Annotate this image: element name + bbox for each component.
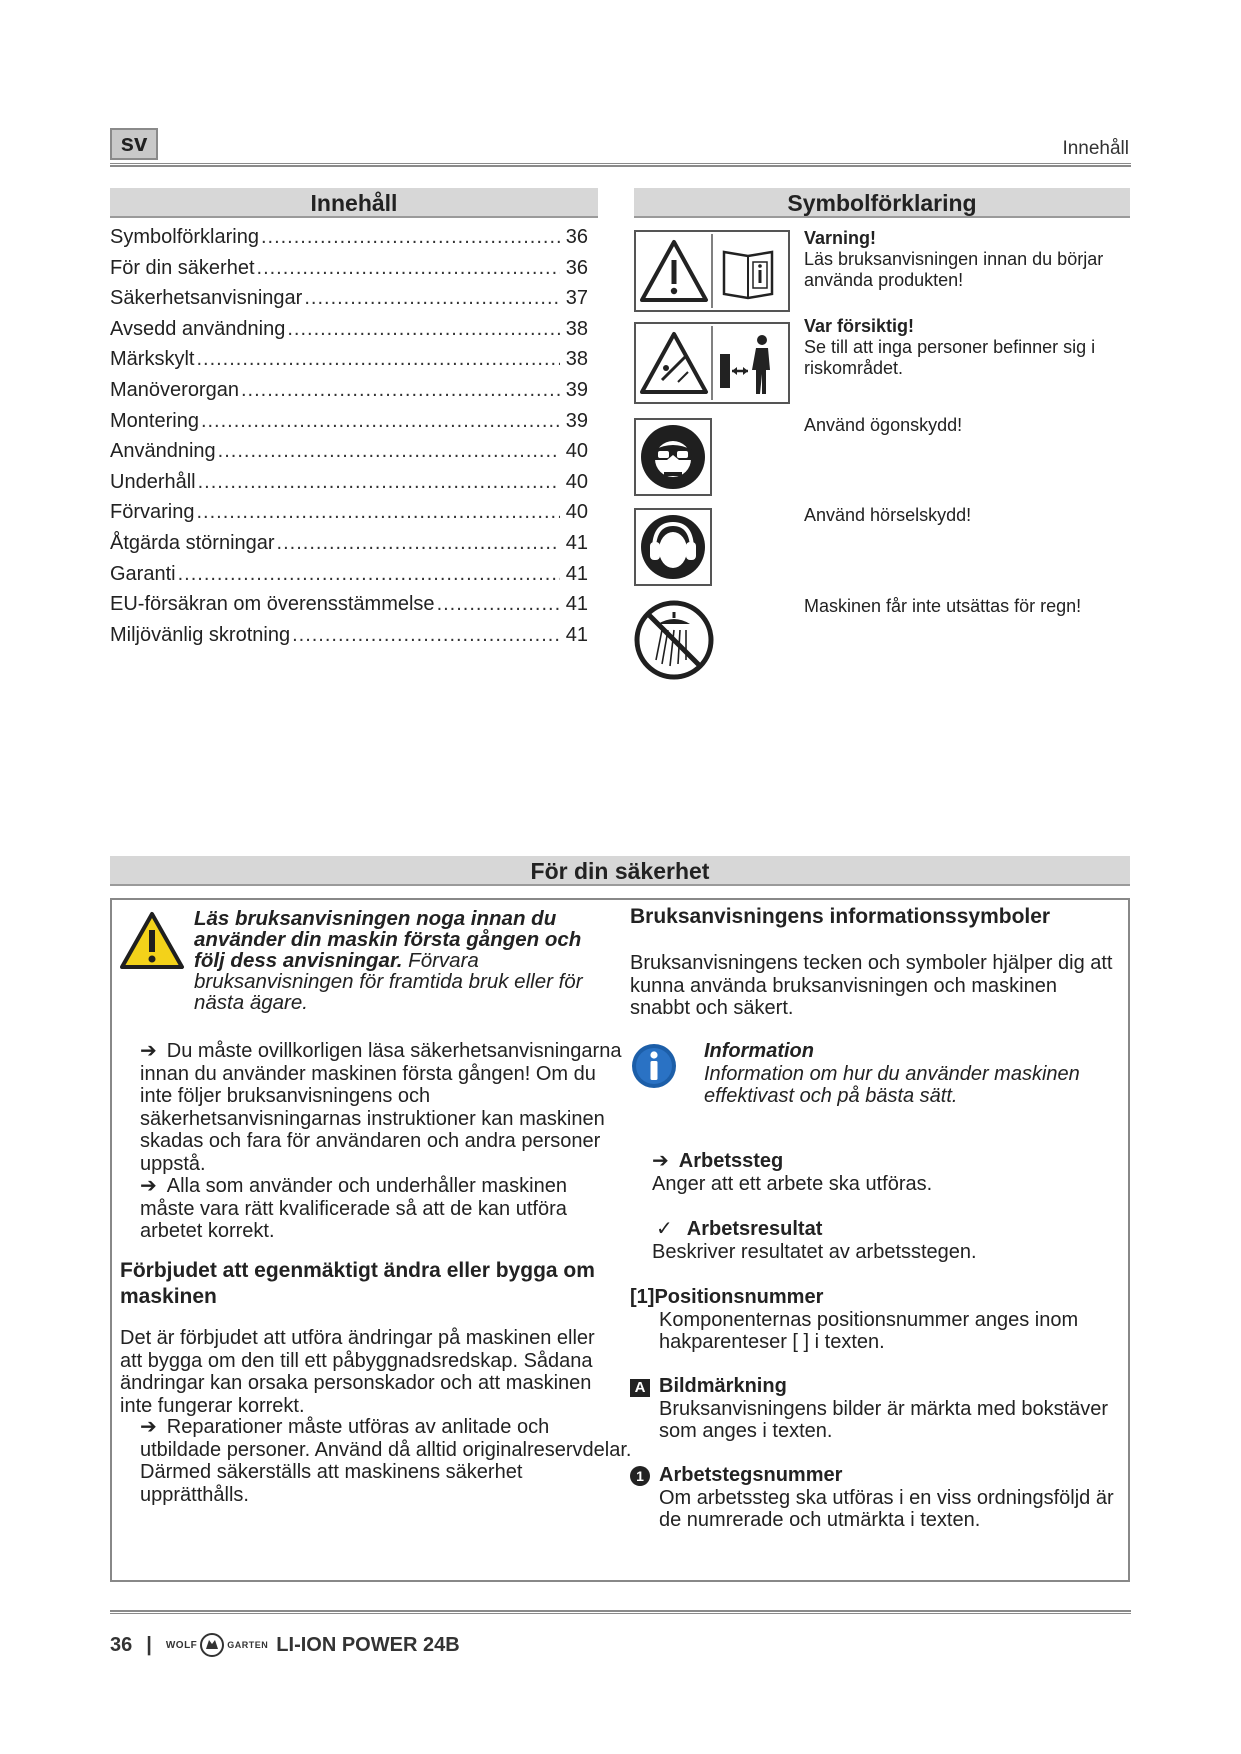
arrow-icon: ➔ <box>140 1040 157 1062</box>
toc-entry-page: 40 <box>565 440 588 463</box>
toc-entry-page: 41 <box>565 593 588 616</box>
bild-block <box>630 1375 1124 1443</box>
position-title: Positionsnummer <box>654 1286 824 1308</box>
header-divider <box>110 163 1131 167</box>
forbidden-text: Det är förbjudet att utföra ändringar på maskinen eller att bygga om den till ett påbyggnadsredskap. Sådana ändringar kan orsaka personskador och att maskinen inte fungerar korrekt. <box>120 1327 595 1417</box>
bild-title: Bildmärkning <box>659 1375 787 1397</box>
toc-leader <box>196 348 560 371</box>
toc-entry-page: 40 <box>565 501 588 524</box>
table-of-contents <box>110 226 588 654</box>
symbols-heading: Symbolförklaring <box>634 188 1130 218</box>
toc-entry-label: Märkskylt <box>110 348 195 371</box>
toc-entry[interactable] <box>110 379 588 410</box>
toc-entry-page: 40 <box>565 470 588 493</box>
toc-leader <box>178 563 560 586</box>
toc-entry-label: Avsedd användning <box>110 317 286 340</box>
safety-warning-bold: Läs bruksanvisningen noga innan du använder din maskin första gången och följ dess anvisningar. <box>194 907 582 972</box>
toc-entry-label: Underhåll <box>110 470 196 493</box>
toc-entry[interactable] <box>110 532 588 563</box>
toc-entry[interactable] <box>110 348 588 379</box>
arrow-icon: ➔ <box>652 1150 669 1172</box>
wolf-logo-icon <box>199 1632 225 1658</box>
arrow-icon: ➔ <box>140 1416 157 1438</box>
symbol-rain-text: Maskinen får inte utsättas för regn! <box>804 596 1082 616</box>
safety-paragraph-1-text: Du måste ovillkorligen läsa säkerhetsanvisningarna innan du använder maskinen första gången! Om du inte följer bruksanvisningens och säkerhetsanvisningarnas instruktioner kan maskinen skadas och fara för användaren och andra personer uppstå. <box>140 1040 622 1175</box>
toc-entry-page: 39 <box>565 378 588 401</box>
toc-leader <box>277 532 560 555</box>
information-block <box>704 1040 1124 1108</box>
toc-entry[interactable] <box>110 563 588 594</box>
symbol-ear-text: Använd hörselskydd! <box>804 505 972 525</box>
toc-leader <box>257 257 560 280</box>
toc-entry-label: Säkerhetsanvisningar <box>110 287 303 310</box>
ear-protection-icon <box>634 508 712 586</box>
forbidden-heading: Förbjudet att egenmäktigt ändra eller bygga om maskinen <box>120 1259 595 1308</box>
information-text: Information om hur du använder maskinen effektivast och på bästa sätt. <box>704 1062 1080 1107</box>
toc-leader <box>198 471 560 494</box>
eye-protection-icon <box>634 418 712 496</box>
language-badge: sv <box>110 128 158 160</box>
safety-paragraph-1 <box>140 1040 624 1175</box>
toc-heading: Innehåll <box>110 188 598 218</box>
safety-paragraph-2 <box>140 1175 624 1243</box>
brand-right: GARTEN <box>227 1640 269 1650</box>
no-rain-icon <box>632 598 716 682</box>
brand-left: WOLF <box>165 1639 198 1651</box>
bild-text: Bruksanvisningens bilder är märkta med bokstäver som anges i texten. <box>659 1397 1109 1442</box>
warning-read-manual-icon <box>634 230 790 312</box>
information-icon <box>630 1042 678 1090</box>
arbetsresultat-block <box>652 1218 1122 1263</box>
toc-entry[interactable] <box>110 440 588 471</box>
toc-entry[interactable] <box>110 410 588 441</box>
symbol-warning-text <box>804 228 1124 291</box>
toc-entry[interactable] <box>110 501 588 532</box>
toc-leader <box>437 593 560 616</box>
toc-leader <box>201 410 560 433</box>
product-name: LI-ION POWER 24B <box>276 1633 460 1656</box>
arbetssteg-text: Anger att ett arbete ska utföras. <box>652 1172 933 1195</box>
toc-entry[interactable] <box>110 226 588 257</box>
arbetssteg-block <box>652 1150 1122 1195</box>
toc-entry-page: 41 <box>565 531 588 554</box>
footer <box>110 1632 460 1658</box>
steg-marker: 1 <box>630 1466 650 1486</box>
brand-logo <box>166 1632 268 1658</box>
running-header-title: Innehåll <box>1062 138 1129 159</box>
toc-entry-label: Garanti <box>110 562 176 585</box>
symbol-caution-text <box>804 316 1130 379</box>
toc-entry[interactable] <box>110 257 588 288</box>
footer-separator: | <box>146 1633 152 1656</box>
toc-entry[interactable] <box>110 318 588 349</box>
toc-entry[interactable] <box>110 593 588 624</box>
arbetsresultat-text: Beskriver resultatet av arbetsstegen. <box>652 1240 977 1263</box>
footer-divider <box>110 1610 1131 1614</box>
info-symbols-intro: Bruksanvisningens tecken och symboler hjälper dig att kunna använda bruksanvisningen och maskinen snabbt och säkert. <box>630 952 1113 1019</box>
symbol-warning-description: Läs bruksanvisningen innan du börjar använda produkten! <box>804 249 1104 290</box>
safety-warning-rest: Förvara bruksanvisningen för framtida bruk eller för nästa ägare. <box>194 949 583 1014</box>
symbol-caution-heading: Var försiktig! <box>804 316 915 336</box>
safety-paragraph-2-text: Alla som använder och underhåller maskinen måste vara rätt kvalificerade så att de kan utföra arbetet korrekt. <box>140 1175 567 1242</box>
toc-leader <box>196 501 560 524</box>
warning-triangle-icon <box>118 910 186 972</box>
toc-entry[interactable] <box>110 624 588 655</box>
toc-entry-label: Manöverorgan <box>110 378 239 401</box>
toc-entry-page: 36 <box>565 226 588 248</box>
position-block <box>630 1286 1124 1354</box>
arrow-icon: ➔ <box>140 1175 157 1197</box>
toc-entry-label: Symbolförklaring <box>110 226 259 248</box>
symbol-eye-text: Använd ögonskydd! <box>804 415 963 435</box>
steg-title: Arbetstegsnummer <box>659 1464 843 1486</box>
toc-leader <box>261 226 560 249</box>
toc-leader <box>218 440 560 463</box>
toc-entry-page: 36 <box>565 256 588 279</box>
toc-entry-label: Förvaring <box>110 501 195 524</box>
symbol-caution-description: Se till att inga personer befinner sig i riskområdet. <box>804 337 1096 378</box>
toc-entry-label: Användning <box>110 440 216 463</box>
information-title: Information <box>704 1040 814 1062</box>
safety-warning-note <box>194 908 610 1013</box>
arbetsresultat-title: Arbetsresultat <box>686 1218 823 1240</box>
toc-leader <box>287 318 560 341</box>
toc-entry[interactable] <box>110 471 588 502</box>
safety-heading: För din säkerhet <box>110 856 1130 886</box>
toc-entry-label: EU-försäkran om överensstämmelse <box>110 593 435 616</box>
bild-marker: A <box>630 1379 650 1397</box>
toc-entry-page: 37 <box>565 287 588 310</box>
toc-entry[interactable] <box>110 287 588 318</box>
toc-entry-label: Åtgärda störningar <box>110 531 275 554</box>
toc-entry-label: Miljövänlig skrotning <box>110 623 291 646</box>
repair-paragraph <box>140 1416 634 1506</box>
toc-leader <box>292 624 560 647</box>
toc-entry-page: 39 <box>565 409 588 432</box>
symbol-warning-heading: Varning! <box>804 228 877 248</box>
steg-block <box>630 1464 1126 1532</box>
repair-text: Reparationer måste utföras av anlitade och utbildade personer. Använd då alltid originalreservdelar. Därmed säkerställs att maskinens säkerhet upprätthålls. <box>140 1416 632 1506</box>
arbetssteg-title: Arbetssteg <box>678 1150 784 1172</box>
toc-entry-page: 41 <box>565 623 588 646</box>
position-text: Komponenternas positionsnummer anges inom hakparenteser [ ] i texten. <box>659 1308 1079 1353</box>
toc-entry-page: 38 <box>565 317 588 340</box>
steg-text: Om arbetssteg ska utföras i en viss ordningsföljd är de numrerade och utmärkta i texten. <box>659 1486 1114 1531</box>
checkmark-icon: ✓ <box>656 1218 673 1240</box>
position-marker: [1] <box>630 1286 655 1308</box>
keep-distance-icon <box>634 322 790 404</box>
toc-leader <box>241 379 560 402</box>
toc-entry-page: 38 <box>565 348 588 371</box>
toc-leader <box>304 287 560 310</box>
toc-entry-page: 41 <box>565 562 588 585</box>
toc-entry-label: För din säkerhet <box>110 256 255 279</box>
info-symbols-heading: Bruksanvisningens informationssymboler <box>630 905 1051 928</box>
toc-entry-label: Montering <box>110 409 199 432</box>
page-number: 36 <box>110 1633 133 1656</box>
